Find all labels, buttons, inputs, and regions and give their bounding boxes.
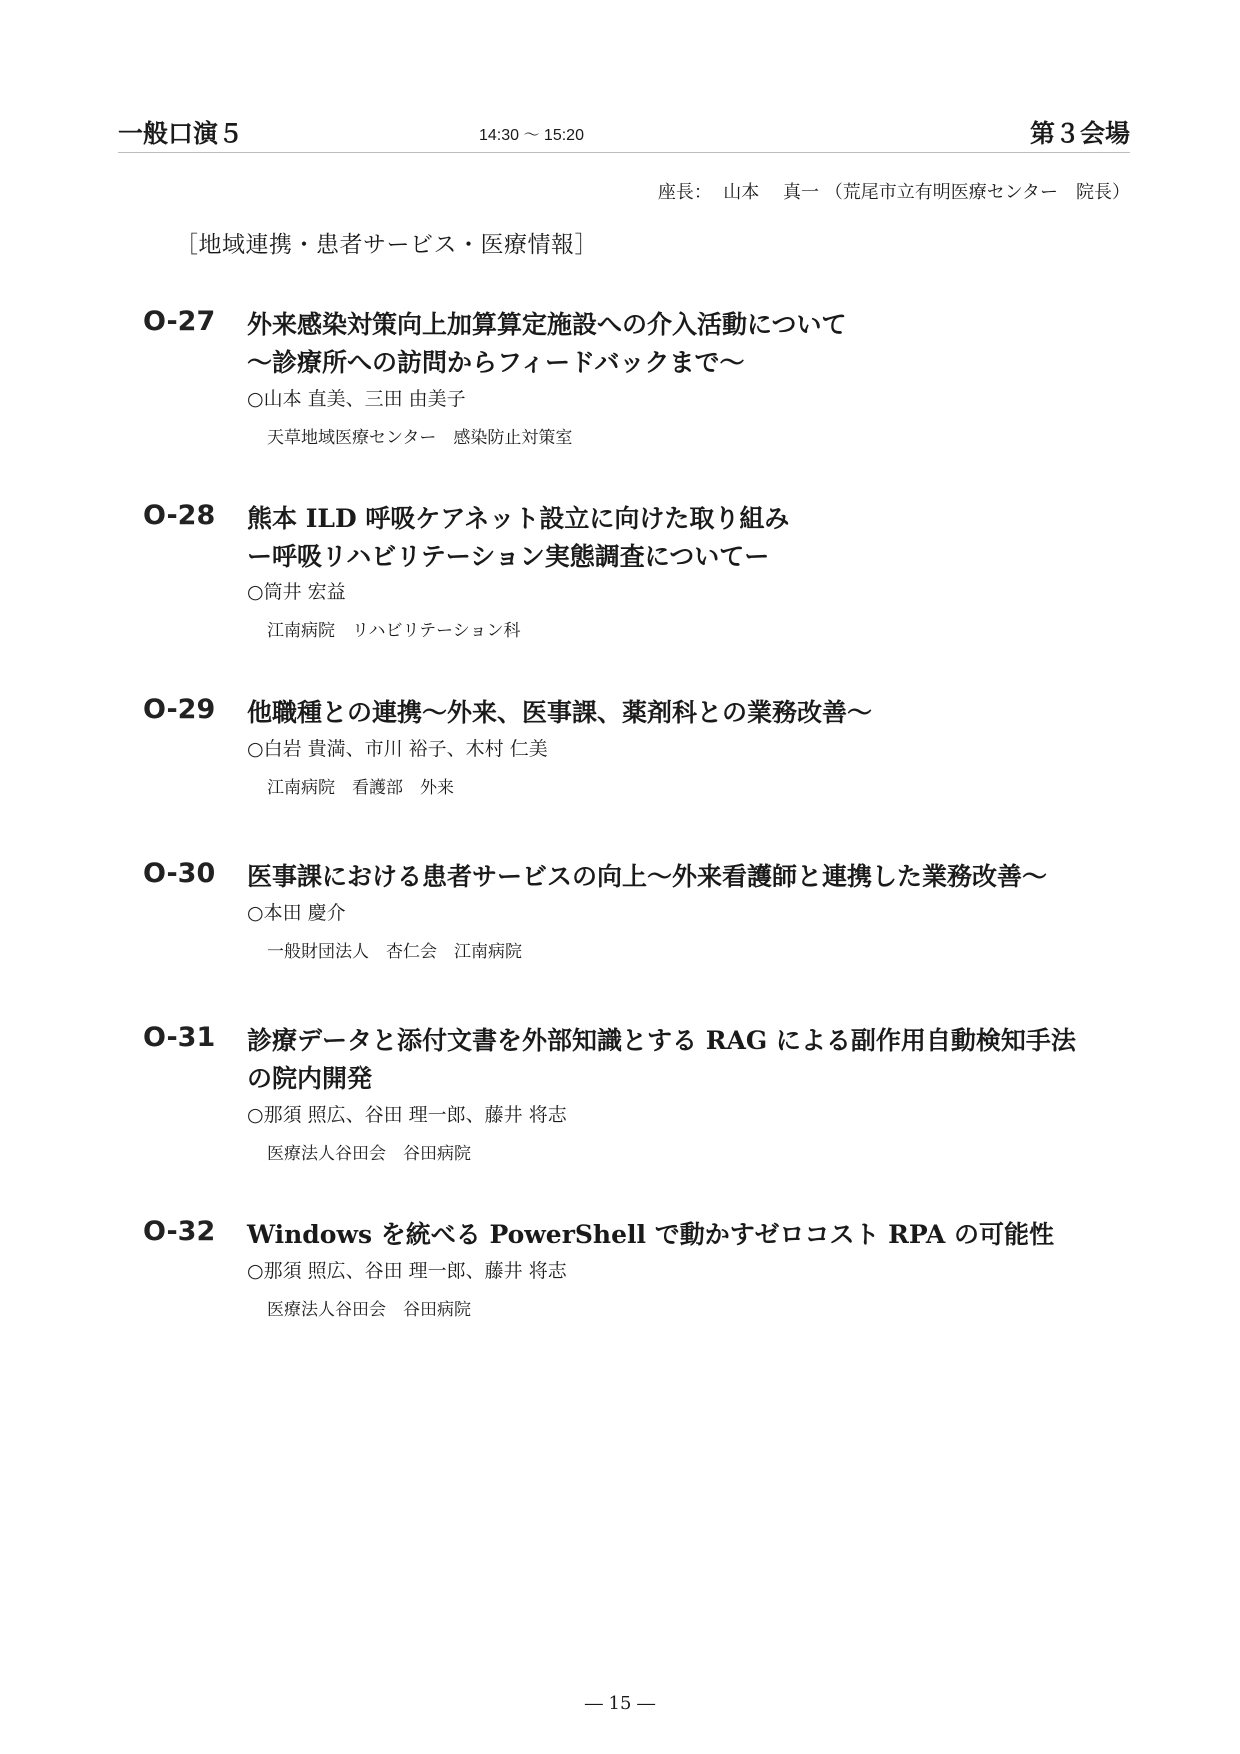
presentation-authors: ○筒井 宏益 — [247, 581, 346, 603]
presentation-number: O-30 — [143, 858, 216, 889]
title-line: ー呼吸リハビリテーション実態調査についてー — [247, 542, 770, 571]
presentation-authors: ○山本 直美、三田 由美子 — [247, 388, 466, 410]
session-title: 一般口演５ — [118, 119, 244, 148]
presentation-authors: ○那須 照広、谷田 理一郎、藤井 将志 — [247, 1104, 567, 1126]
presentation-affiliation: 一般財団法人 杏仁会 江南病院 — [267, 942, 522, 962]
presentation-number: O-31 — [143, 1022, 216, 1053]
title-line: 他職種との連携～外来、医事課、薬剤科との業務改善～ — [247, 698, 873, 727]
presentation-affiliation: 医療法人谷田会 谷田病院 — [267, 1300, 471, 1320]
chairperson: 座長： 山本 真一 （荒尾市立有明医療センター 院長） — [657, 182, 1130, 203]
title-line: 診療データと添付文書を外部知識とする RAG による副作用自動検知手法 — [247, 1026, 1076, 1055]
title-line: 外来感染対策向上加算算定施設への介入活動について — [247, 310, 847, 339]
presentation-authors: ○白岩 貴満、市川 裕子、木村 仁美 — [247, 738, 548, 760]
presentation-affiliation: 江南病院 リハビリテーション科 — [267, 621, 521, 641]
presentation-title — [247, 1216, 1137, 1254]
title-line: 医事課における患者サービスの向上～外来看護師と連携した業務改善～ — [247, 862, 1048, 891]
presentation-authors: ○那須 照広、谷田 理一郎、藤井 将志 — [247, 1260, 567, 1282]
title-line: の院内開発 — [247, 1064, 373, 1093]
category-heading: ［地域連携・患者サービス・医療情報］ — [175, 232, 598, 258]
title-line: Windows を統べる PowerShell で動かすゼロコスト RPA の可能性 — [247, 1220, 1055, 1249]
title-line: ～診療所への訪問からフィードバックまで～ — [247, 348, 745, 377]
presentation-affiliation: 江南病院 看護部 外来 — [267, 778, 454, 798]
presentation-number: O-27 — [143, 306, 216, 337]
presentation-title — [247, 858, 1137, 896]
presentation-title — [247, 306, 1137, 382]
presentation-affiliation: 医療法人谷田会 谷田病院 — [267, 1144, 471, 1164]
presentation-number: O-29 — [143, 694, 216, 725]
presentation-title — [247, 1022, 1137, 1098]
session-time: 14:30 ～ 15:20 — [479, 127, 584, 144]
presentation-authors: ○本田 慶介 — [247, 902, 346, 924]
session-header — [118, 112, 1130, 153]
presentation-number: O-28 — [143, 500, 216, 531]
page-number: ― 15 ― — [584, 1693, 656, 1714]
presentation-affiliation: 天草地域医療センター 感染防止対策室 — [267, 428, 573, 448]
presentation-number: O-32 — [143, 1216, 216, 1247]
presentation-title — [247, 694, 1137, 732]
title-line: 熊本 ILD 呼吸ケアネット設立に向けた取り組み — [247, 504, 790, 533]
session-room: 第３会場 — [1029, 119, 1130, 148]
presentation-title — [247, 500, 1137, 576]
